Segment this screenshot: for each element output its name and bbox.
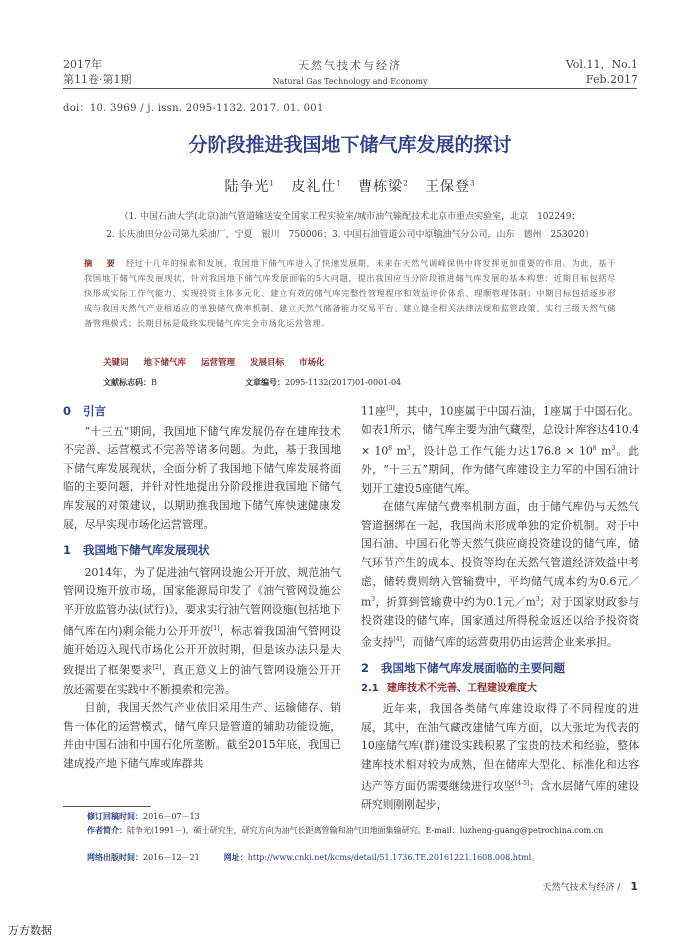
section-heading: 0 引言	[63, 404, 106, 418]
paragraph: 2014年，为了促进油气管网设施公开开放、规范油气管网设施开放市场，国家能源局印发了《油气管网设施公平开放监管办法(试行)》，要求实行油气管网设施(包括地下储气库在内)剩余能力公开开放[1]，标志着我国油气管网设施开始迈入现代市场化公开开放时期，但是该办法只是大致提出了框架要求[2]，真正意义上的油气管网设施公开开放还需要在实践中不断摸索和完善。	[63, 565, 342, 696]
section-heading: 1 我国地下储气库发展现状	[63, 543, 210, 558]
doi: doi：10. 3969 / j. issn. 2095-1132. 2017. 01. 001	[63, 103, 324, 114]
subsection-heading: 2.1 建库技术不完善、工程建设难度大	[361, 682, 537, 694]
affiliation-line: （1. 中国石油大学(北京)油气管道输送安全国家工程实验室/城市油气输配技术北京市重点实验室，北京 102249；	[119, 212, 581, 222]
author: 曹栋梁$^2$	[358, 179, 409, 195]
footnote-online: 网络出版时间：2016－12－21 网址：http://www.cnki.net/kcms/detail/51.1736.TE.20161221.1608.008.html。	[87, 853, 540, 862]
footnote-revised: 修订回稿时间：2016－07－13	[87, 812, 200, 821]
paragraph: 近年来，我国各类储气库建设取得了不同程度的进展，其中，在油气藏改建储气库方面，以大张坨为代表的10座储气库(群)建设实践积累了宝贵的技术和经验，整体建库技术相对较为成熟，但在储库大型化、标准化和达容达产等方面仍需要继续进行攻坚[4-5]；含水层储气库的建设研究则刚刚起步，	[361, 702, 640, 811]
header-divider	[63, 88, 637, 89]
paragraph: “十三五”期间，我国地下储气库发展仍存在建库技术不完善、运营模式不完善等诸多问题。为此，基于我国地下储气库发展现状，全面分析了我国地下储气库发展将面临的主要问题，并针对性地提出分阶段推进我国地下储气库发展的对策建议，以期助推我国地下储气库快速健康发展，尽早实现市场化运营管理。	[63, 424, 341, 531]
keyword: 发展目标	[249, 358, 284, 368]
header-journal	[230, 57, 470, 86]
page-number: 1	[630, 880, 638, 893]
journal-name-cn: 天然气技术与经济	[298, 59, 402, 72]
footnote-divider	[63, 806, 151, 807]
section-heading: 2 我国地下储气库发展面临的主要问题	[361, 661, 565, 676]
left-column	[63, 402, 341, 773]
journal-name-en: Natural Gas Technology and Economy	[272, 77, 428, 86]
abstract-text: 经过十几年的探索和发展，我国地下储气库进入了快速发展期，未来在天然气调峰保供中将发挥更加重要的作用。为此，基于我国地下储气库发展现状，针对我国地下储气库发展面临的5大问题，提出我国应当分阶段推进储气库发展的基本构想：近期目标包括尽快形成实际工作气能力、实现投资主体多元化、建立有效的储气库完整性管理程序和效益评价体系、理顺管理体制；中期目标包括逐步形成与我国天然气产业相适应的单独储气费率机制、建立天然气储备能力交易平台、建立健全相关法律法规和监管政策、实行三级天然气储备管理模式；长期目标是最终实现储气库完全市场化运营管理。	[84, 258, 616, 328]
author-list	[0, 176, 700, 196]
header-date: Feb.2017	[585, 73, 638, 86]
affiliation-line: 2. 长庆油田分公司第九采油厂，宁夏 银川 750006；3. 中国石油管道公司中原输油气分公司，山东 德州 253020）	[106, 230, 594, 240]
author: 王保登$^3$	[425, 179, 476, 195]
keywords	[103, 356, 336, 368]
paragraph: 目前，我国天然气产业依旧采用生产、运输储存、销售一体化的运营模式，储气库只是管道的辅助功能设施，并由中国石油和中国石化所垄断。截至2015年底，我国已建成投产地下储气库或库群共	[63, 701, 341, 770]
paragraph: 在储气库储气费率机制方面，由于储气库仍与天然气管道捆绑在一起，我国尚未形成单独的定价机制。对于中国石油、中国石化等天然气供应商投资建设的储气库，储气环节产生的成本、投资等均在天然气管道经济效益中考虑，储转费则纳入管输费中，平均储气成本约为0.6元／m$^3$，折算到管输费中约为0.1元／m$^3$；对于国家财政参与投资建设的储气库，国家通过所得税金返还以给予投资资金支持[4]，而储气库的运营费用仍由运营企业来承担。	[361, 500, 639, 649]
right-column	[361, 400, 639, 814]
page-footer: 天然气技术与经济 / 1	[542, 880, 638, 893]
author: 陆争光$^1$	[224, 179, 275, 195]
footnote-author: 作者简介：陆争光(1991－)，硕士研究生，研究方向为油气长距离管输和油气田地面集输研究。E-mail：luzheng-guang@petrochina.com.cn	[87, 826, 604, 835]
header-vol-no: Vol.11，No.1	[565, 58, 638, 71]
abstract-label: 摘 要	[84, 258, 118, 268]
doc-mark-code: 文献标志码：B	[103, 378, 157, 387]
header-volume: 第11卷·第1期	[63, 73, 132, 86]
watermark: 万方数据	[8, 924, 52, 937]
cnki-url-link[interactable]: http://www.cnki.net/kcms/detail/51.1736.TE.20161221.1608.008.html。	[247, 853, 540, 862]
paragraph: 11座[3]，其中，10座属于中国石油，1座属于中国石化。如表1所示，储气库主要为油气藏型，总设计库容达410.4 × 10$^8$ m$^3$，设计总工作气能力达176.8 × 10$^8$ m$^3$。此外，“十三五”期间，作为储气库建设主力军的中国石油计划开工建设5座储气库。	[361, 404, 640, 495]
header-year: 2017年	[63, 58, 102, 71]
header-vol-info	[566, 57, 638, 87]
article-number: 文章编号：2095-1132(2017)01-0001-04	[245, 378, 402, 387]
header-issue-info	[63, 57, 132, 87]
keyword: 地下储气库	[143, 358, 186, 368]
author: 皮礼仕$^1$	[291, 179, 342, 195]
keywords-label: 关键词	[103, 358, 129, 368]
keyword: 运营管理	[200, 358, 235, 368]
keyword: 市场化	[298, 358, 325, 368]
abstract	[84, 256, 616, 331]
paper-title: 分阶段推进我国地下储气库发展的探讨	[188, 134, 512, 156]
